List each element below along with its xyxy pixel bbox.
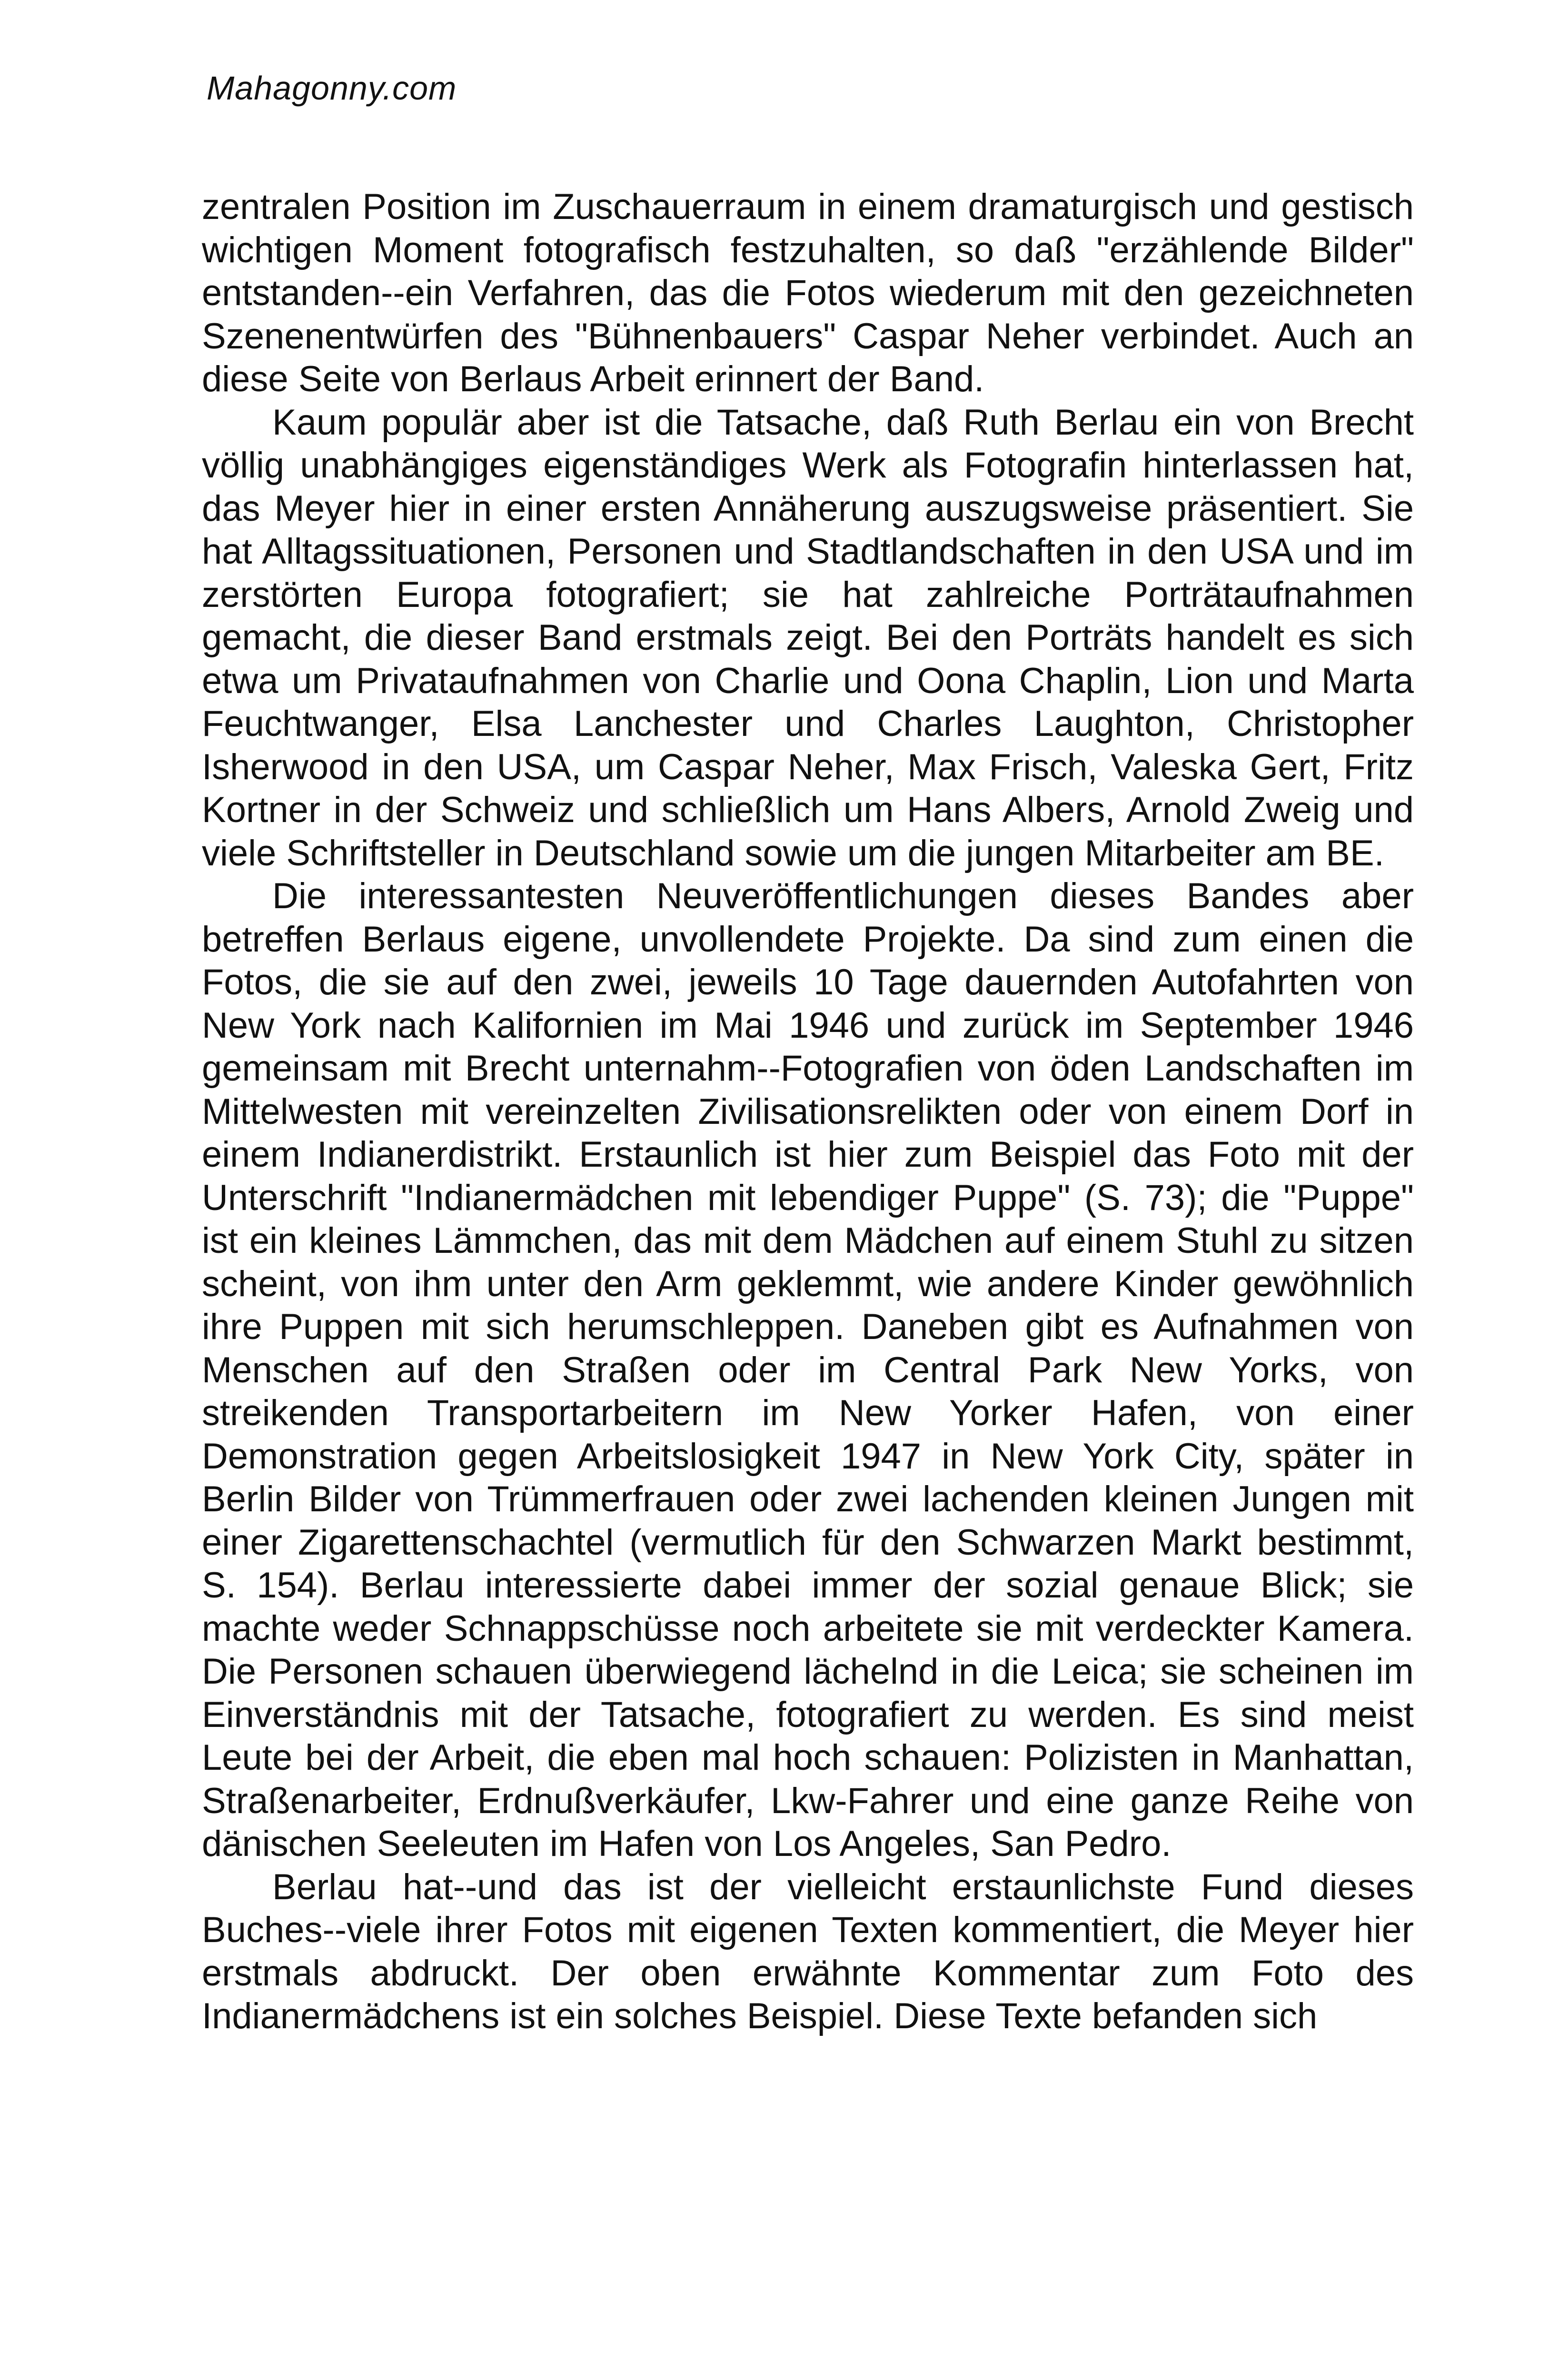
paragraph-2: Kaum populär aber ist die Tatsache, daß Ruth Berlau ein von Brecht völlig unabhängiges eigenständiges Werk als Fotografin hinterlassen hat, das Meyer hier in einer ersten Annäherung auszugsweise präsentiert. Sie hat Alltagssituationen, Personen und Stadtlandschaften in den USA und im zerstörten Europa fotografiert; sie hat zahlreiche Porträtaufnahmen gemacht, die dieser Band erstmals zeigt. Bei den Porträts handelt es sich etwa um Privataufnahmen von Charlie und Oona Chaplin, Lion und Marta Feuchtwanger, Elsa Lanchester und Charles Laughton, Christopher Isherwood in den USA, um Caspar Neher, Max Frisch, Valeska Gert, Fritz Kortner in der Schweiz und schließlich um Hans Albers, Arnold Zweig und viele Schriftsteller in Deutschland sowie um die jungen Mitarbeiter am BE.: [202, 402, 1414, 873]
body-text: [202, 186, 1414, 2038]
paragraph-1: zentralen Position im Zuschauerraum in einem dramaturgisch und gestisch wichtigen Moment fotografisch festzuhalten, so daß "erzählende Bilder" entstanden--ein Verfahren, das die Fotos wiederum mit den gezeichneten Szenenentwürfen des "Bühnenbauers" Caspar Neher verbindet. Auch an diese Seite von Berlaus Arbeit erinnert der Band.: [202, 187, 1414, 399]
paragraph-4: Berlau hat--und das ist der vielleicht erstaunlichste Fund dieses Buches--viele ihrer Fotos mit eigenen Texten kommentiert, die Meyer hier erstmals abdruckt. Der oben erwähnte Kommentar zum Foto des Indianermädchens ist ein solches Beispiel. Diese Texte befanden sich: [202, 1866, 1414, 2036]
running-head-title: Mahagonny.com: [207, 69, 457, 107]
paragraph-3: Die interessantesten Neuveröffentlichungen dieses Bandes aber betreffen Berlaus eigene, unvollendete Projekte. Da sind zum einen die Fotos, die sie auf den zwei, jeweils 10 Tage dauernden Autofahrten von New York nach Kalifornien im Mai 1946 und zurück im September 1946 gemeinsam mit Brecht unternahm--Fotografien von öden Landschaften im Mittelwesten mit vereinzelten Zivilisationsrelikten oder von einem Dorf in einem Indianerdistrikt. Erstaunlich ist hier zum Beispiel das Foto mit der Unterschrift "Indianermädchen mit lebendiger Puppe" (S. 73); die "Puppe" ist ein kleines Lämmchen, das mit dem Mädchen auf einem Stuhl zu sitzen scheint, von ihm unter den Arm geklemmt, wie andere Kinder gewöhnlich ihre Puppen mit sich herumschleppen. Daneben gibt es Aufnahmen von Menschen auf den Straßen oder im Central Park New Yorks, von streikenden Transportarbeitern im New Yorker Hafen, von einer Demonstration gegen Arbeitslosigkeit 1947 in New York City, später in Berlin Bilder von Trümmerfrauen oder zwei lachenden kleinen Jungen mit einer Zigarettenschachtel (vermutlich für den Schwarzen Markt bestimmt, S. 154). Berlau interessierte dabei immer der sozial genaue Blick; sie machte weder Schnappschüsse noch arbeitete sie mit verdeckter Kamera. Die Personen schauen überwiegend lächelnd in die Leica; sie scheinen im Einverständnis mit der Tatsache, fotografiert zu werden. Es sind meist Leute bei der Arbeit, die eben mal hoch schauen: Polizisten in Manhattan, Straßenarbeiter, Erdnußverkäufer, Lkw-Fahrer und eine ganze Reihe von dänischen Seeleuten im Hafen von Los Angeles, San Pedro.: [202, 876, 1414, 1864]
